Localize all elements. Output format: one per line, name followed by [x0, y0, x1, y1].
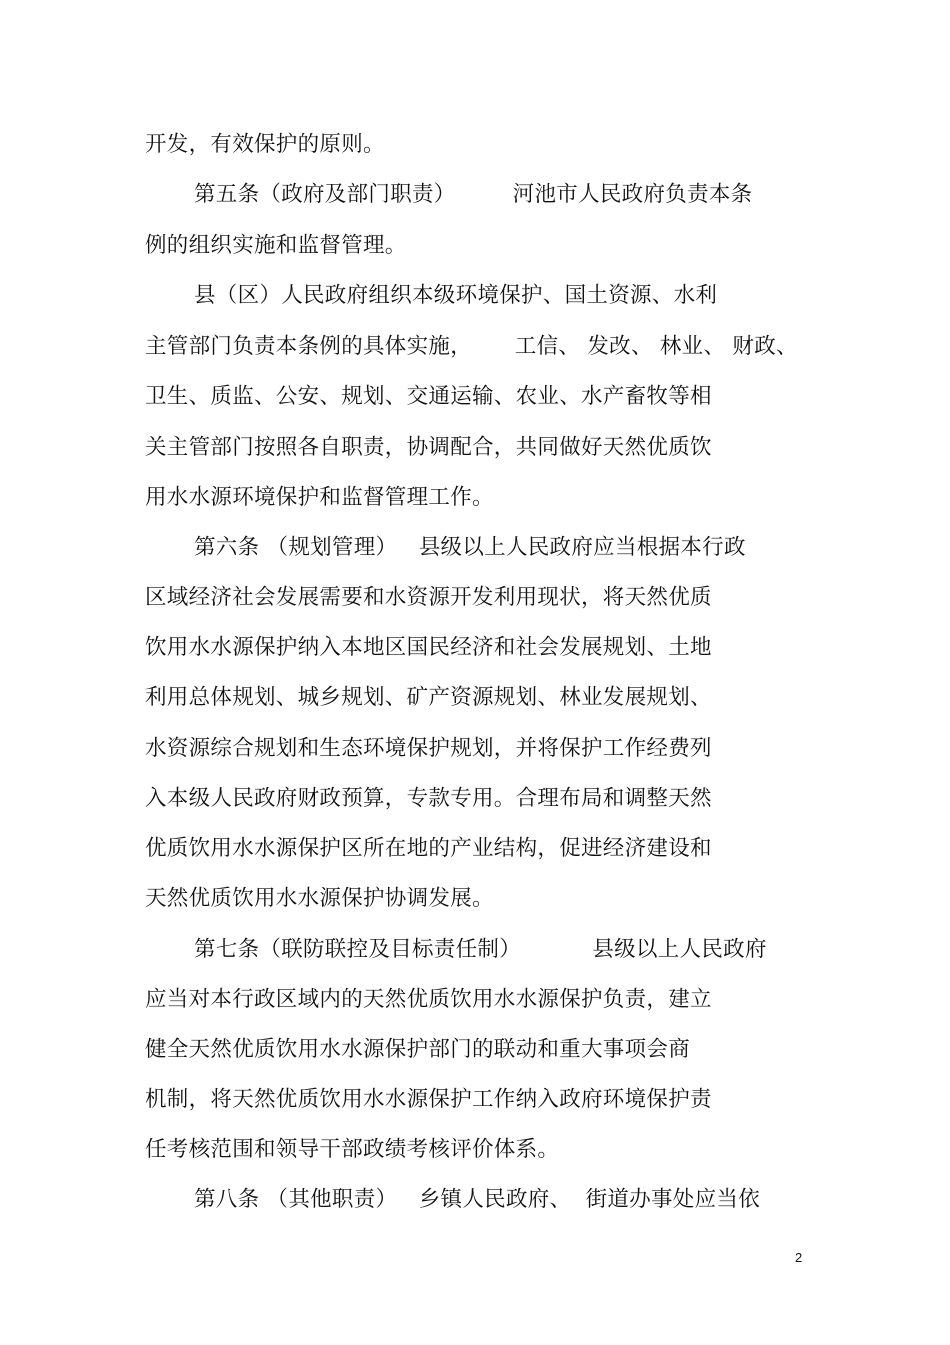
- text-line: 开发，有效保护的原则。: [145, 132, 385, 157]
- text-line: 用水水源环境保护和监督管理工作。: [145, 485, 494, 510]
- text-line: 水资源综合规划和生态环境保护规划，并将保护工作经费列: [145, 736, 712, 761]
- article-5-heading-line: 第五条（政府及部门职责） 河池市人民政府负责本条: [194, 182, 753, 207]
- text-line: 关主管部门按照各自职责，协调配合，共同做好天然优质饮: [145, 435, 712, 460]
- text-line: 饮用水水源保护纳入本地区国民经济和社会发展规划、土地: [145, 635, 712, 660]
- text-line: 入本级人民政府财政预算，专款专用。合理布局和调整天然: [145, 786, 712, 811]
- text-line: 应当对本行政区域内的天然优质饮用水水源保护负责，建立: [145, 987, 712, 1012]
- text-line: 卫生、质监、公安、规划、交通运输、农业、水产畜牧等相: [145, 384, 712, 409]
- text-line: 例的组织实施和监督管理。: [145, 233, 407, 258]
- text-line: 天然优质饮用水水源保护协调发展。: [145, 886, 494, 911]
- article-8-heading-line: 第八条 （其他职责） 乡镇人民政府、 街道办事处应当依: [194, 1187, 761, 1212]
- text-line: 利用总体规划、城乡规划、矿产资源规划、林业发展规划、: [145, 685, 712, 710]
- text-line: 主管部门负责本条例的具体实施， 工信、 发改、 林业、 财政、: [145, 334, 798, 359]
- article-6-heading-line: 第六条 （规划管理） 县级以上人民政府应当根据本行政: [194, 535, 746, 560]
- text-line: 优质饮用水水源保护区所在地的产业结构，促进经济建设和: [145, 836, 712, 861]
- text-line: 区域经济社会发展需要和水资源开发利用现状，将天然优质: [145, 585, 712, 610]
- text-line: 县（区）人民政府组织本级环境保护、国土资源、水利: [194, 283, 718, 308]
- text-line: 健全天然优质饮用水水源保护部门的联动和重大事项会商: [145, 1037, 691, 1062]
- page-number: 2: [795, 1250, 803, 1265]
- text-line: 任考核范围和领导干部政绩考核评价体系。: [145, 1137, 560, 1162]
- text-line: 机制，将天然优质饮用水水源保护工作纳入政府环境保护责: [145, 1087, 712, 1112]
- article-7-heading-line: 第七条（联防联控及目标责任制） 县级以上人民政府: [194, 937, 767, 962]
